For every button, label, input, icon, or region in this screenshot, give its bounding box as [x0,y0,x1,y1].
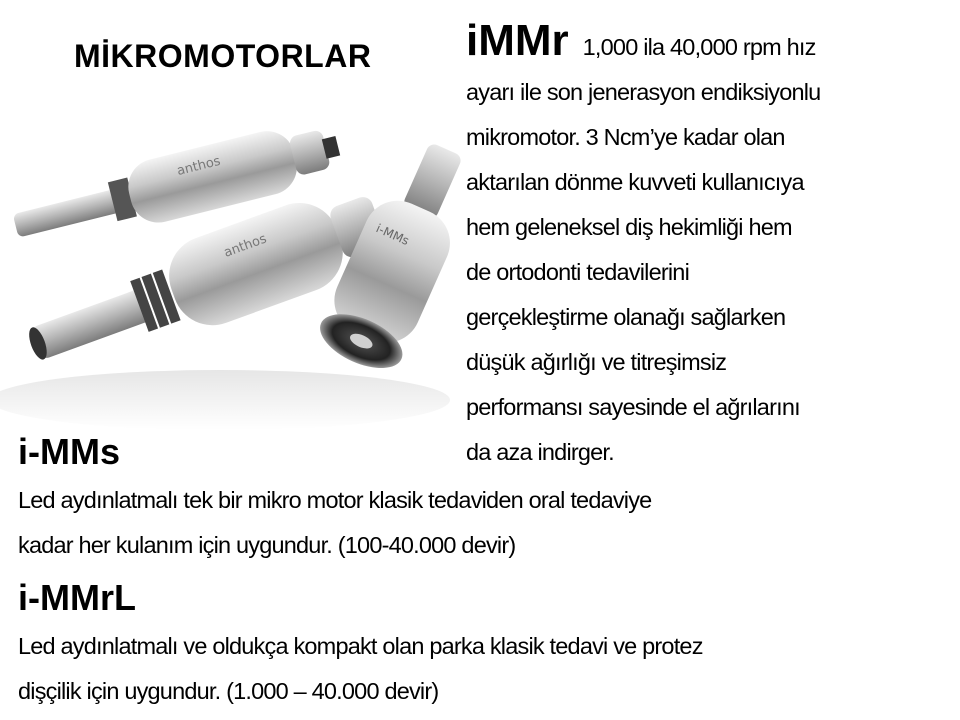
immr-lead-text: 1,000 ila 40,000 rpm hız [582,34,816,60]
model-label-right: i-MMs [373,221,412,249]
immr-line: mikromotor. 3 Ncm’ye kadar olan [466,124,785,150]
immr-line: performansı sayesinde el ağrılarını [466,394,800,420]
micromotor-product-photo [0,100,470,440]
immr-line: da aza indirger. [466,439,614,465]
immr-line: hem geleneksel diş hekimliği hem [466,214,792,240]
immrl-heading: i-MMrL [18,577,136,618]
immrl-line: dişçilik için uygundur. (1.000 – 40.000 devir) [18,678,439,704]
immr-first-line [466,18,952,70]
immrl-line: Led aydınlatmalı ve oldukça kompakt olan parka klasik tedavi ve protez [18,633,703,659]
immr-line: düşük ağırlığı ve titreşimsiz [466,349,727,375]
immr-line: gerçekleştirme olanağı sağlarken [466,304,786,330]
imms-line: Led aydınlatmalı tek bir mikro motor klasik tedaviden oral tedaviye [18,487,652,513]
immr-line: de ortodonti tedavilerini [466,259,689,285]
immrl-description [18,624,953,714]
floor-reflection [0,370,450,430]
imms-heading: i-MMs [18,431,120,472]
immr-line: ayarı ile son jenerasyon endiksiyonlu [466,79,821,105]
imms-line: kadar her kulanım için uygundur. (100-40.000 devir) [18,532,516,558]
immr-description [466,18,952,475]
brand-label-front: anthos [221,231,269,261]
immr-model-name: iMMr [466,16,569,65]
brand-label-back: anthos [175,153,223,180]
imms-description [18,478,953,568]
immr-line: aktarılan dönme kuvveti kullanıcıya [466,169,804,195]
slide-title: MİKROMOTORLAR [74,38,372,74]
